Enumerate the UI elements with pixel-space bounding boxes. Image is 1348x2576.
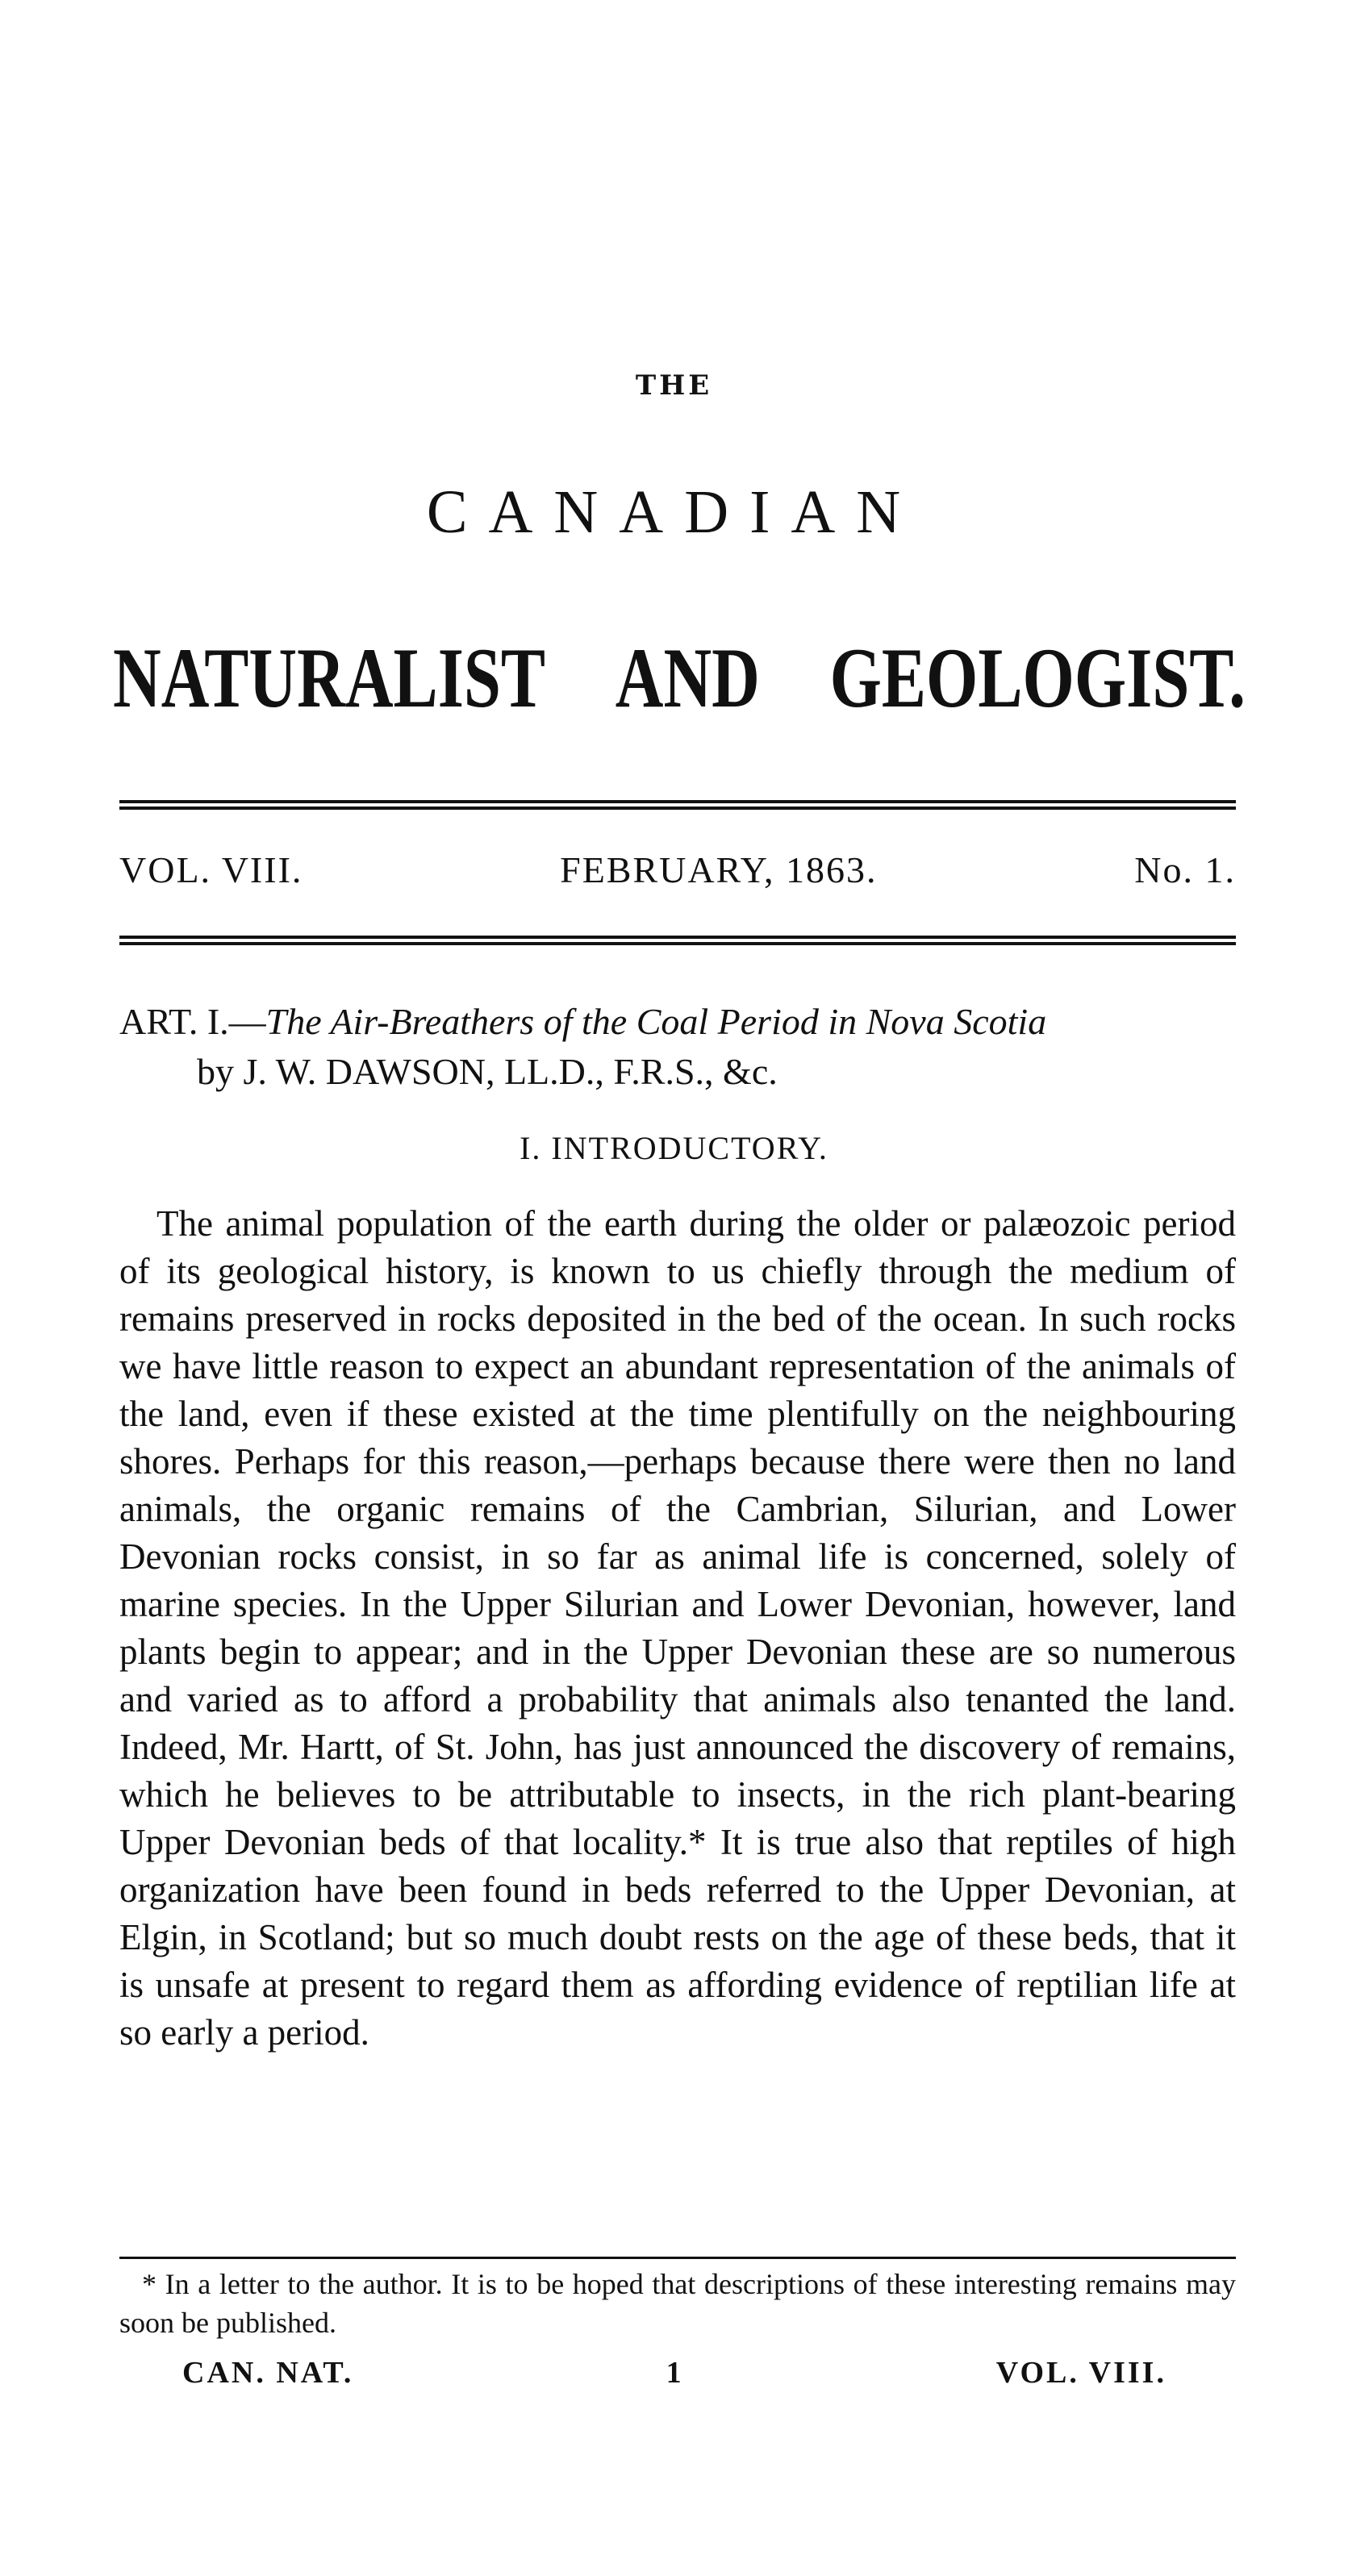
article-number: ART. I.— [119, 1001, 266, 1042]
masthead-word-and: AND [615, 631, 760, 725]
masthead-title [113, 629, 1246, 727]
masthead-the: THE [635, 369, 713, 402]
running-foot-volume: VOL. VIII. [995, 2356, 1166, 2390]
issue-line [119, 848, 1236, 891]
page-number: 1 [666, 2356, 684, 2390]
volume-label: VOL. VIII. [119, 849, 303, 890]
article-byline: by J. W. DAWSON, LL.D., F.R.S., &c. [197, 1051, 778, 1092]
running-foot-journal: CAN. NAT. [182, 2356, 354, 2390]
running-foot [182, 2355, 1166, 2391]
footnote-rule [119, 2257, 1236, 2259]
masthead-word-geologist: GEOLOGIST. [829, 631, 1246, 725]
footnote: * In a letter to the author. It is to be hoped that descriptions of these interesting remains may soon be published. [119, 2268, 1236, 2339]
masthead-canadian: CANADIAN [426, 478, 922, 546]
article-heading [119, 997, 1249, 1097]
issue-number: No. 1. [1134, 849, 1236, 890]
top-double-rule [119, 800, 1236, 810]
section-heading: I. INTRODUCTORY. [520, 1130, 828, 1166]
masthead-word-naturalist: NATURALIST [113, 631, 546, 725]
body-paragraph: The animal population of the earth during the older or palæozoic period of its geological history, is known to us chiefly through the medium of remains preserved in rocks deposited in the bed of the ocean. In such rocks we have little reason to expect an abundant representation of the animals of the land, even if these existed at the time plentifully on the neighbouring shores. Perhaps for this reason,—perhaps because there were then no land animals, the organic remains of the Cambrian, Silurian, and Lower Devonian rocks consist, in so far as animal life is concerned, solely of marine species. In the Upper Silurian and Lower Devonian, however, land plants begin to appear; and in the Upper Devonian these are so numerous and varied as to afford a probability that animals also tenanted the land. Indeed, Mr. Hartt, of St. John, has just announced the discovery of remains, which he believes to be attributable to insects, in the rich plant-bearing Upper Devonian beds of that locality.* It is true also that reptiles of high organization have been found in beds referred to the Upper Devonian, at Elgin, in Scotland; but so much doubt rests on the age of these beds, that it is unsafe at present to regard them as affording evidence of reptilian life at so early a period. [119, 1203, 1236, 2053]
issue-date: FEBRUARY, 1863. [560, 849, 878, 890]
article-title: The Air-Breathers of the Coal Period in Nova Scotia [265, 1001, 1047, 1042]
bottom-double-rule [119, 936, 1236, 945]
article-body [119, 1200, 1236, 2057]
